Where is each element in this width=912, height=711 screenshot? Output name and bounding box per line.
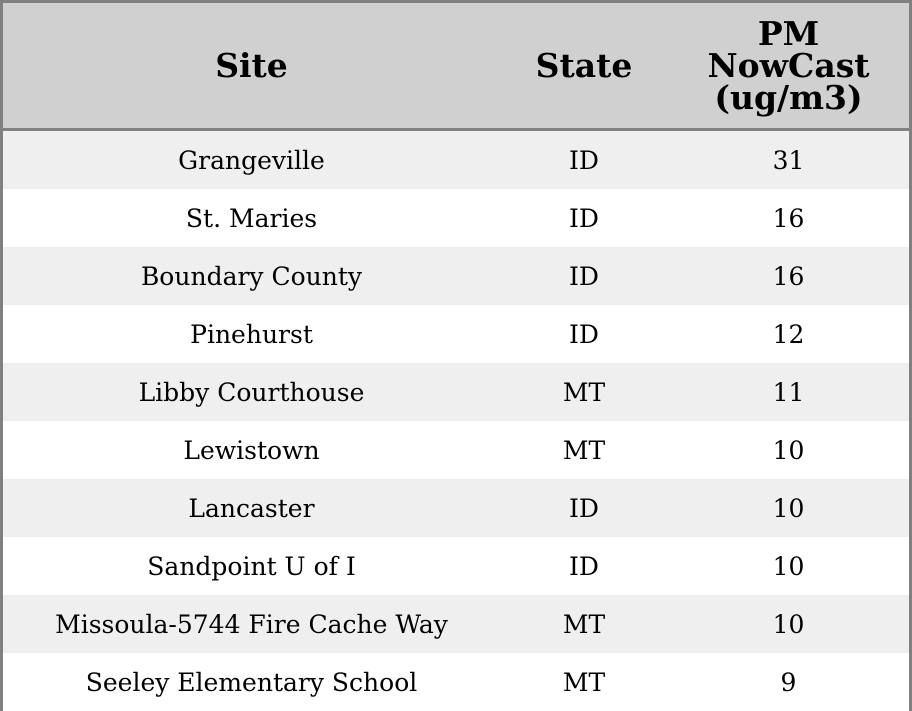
cell-site: Missoula-5744 Fire Cache Way [55, 609, 448, 639]
table-body [3, 131, 909, 711]
cell-pm-nowcast: 9 [780, 667, 797, 697]
header-site [3, 3, 500, 128]
cell-site: Grangeville [178, 145, 325, 175]
table-row [3, 363, 909, 421]
cell-state: MT [562, 609, 606, 639]
cell-state: ID [569, 145, 599, 175]
cell-state: MT [562, 435, 606, 465]
table-row [3, 247, 909, 305]
header-state [500, 3, 668, 128]
header-state-label: State [535, 45, 633, 85]
cell-pm-nowcast: 16 [772, 261, 805, 291]
cell-pm-nowcast: 31 [772, 145, 805, 175]
cell-site: Boundary County [140, 261, 363, 291]
table-row [3, 653, 909, 711]
cell-state: MT [562, 377, 606, 407]
cell-site: Lancaster [188, 493, 315, 523]
cell-pm-nowcast: 10 [772, 493, 805, 523]
header-pm-nowcast [668, 3, 909, 128]
cell-site: Sandpoint U of I [147, 551, 356, 581]
table-row [3, 595, 909, 653]
cell-pm-nowcast: 12 [772, 319, 805, 349]
header-pm-nowcast-label: PM NowCast (ug/m3) [707, 13, 870, 117]
cell-state: ID [569, 261, 599, 291]
table-row [3, 131, 909, 189]
cell-state: ID [569, 319, 599, 349]
table-row [3, 479, 909, 537]
header-site-label: Site [215, 45, 288, 85]
cell-site: Seeley Elementary School [85, 667, 418, 697]
table-header [3, 3, 909, 131]
cell-site: Pinehurst [190, 319, 313, 349]
table-row [3, 189, 909, 247]
cell-site: St. Maries [185, 203, 318, 233]
cell-site: Libby Courthouse [138, 377, 365, 407]
table-row [3, 537, 909, 595]
table-row [3, 305, 909, 363]
cell-pm-nowcast: 16 [772, 203, 805, 233]
cell-state: ID [569, 203, 599, 233]
cell-state: MT [562, 667, 606, 697]
cell-pm-nowcast: 10 [772, 435, 805, 465]
table-row [3, 421, 909, 479]
cell-site: Lewistown [183, 435, 320, 465]
cell-state: ID [569, 551, 599, 581]
cell-pm-nowcast: 11 [772, 377, 805, 407]
cell-pm-nowcast: 10 [772, 609, 805, 639]
cell-state: ID [569, 493, 599, 523]
cell-pm-nowcast: 10 [772, 551, 805, 581]
